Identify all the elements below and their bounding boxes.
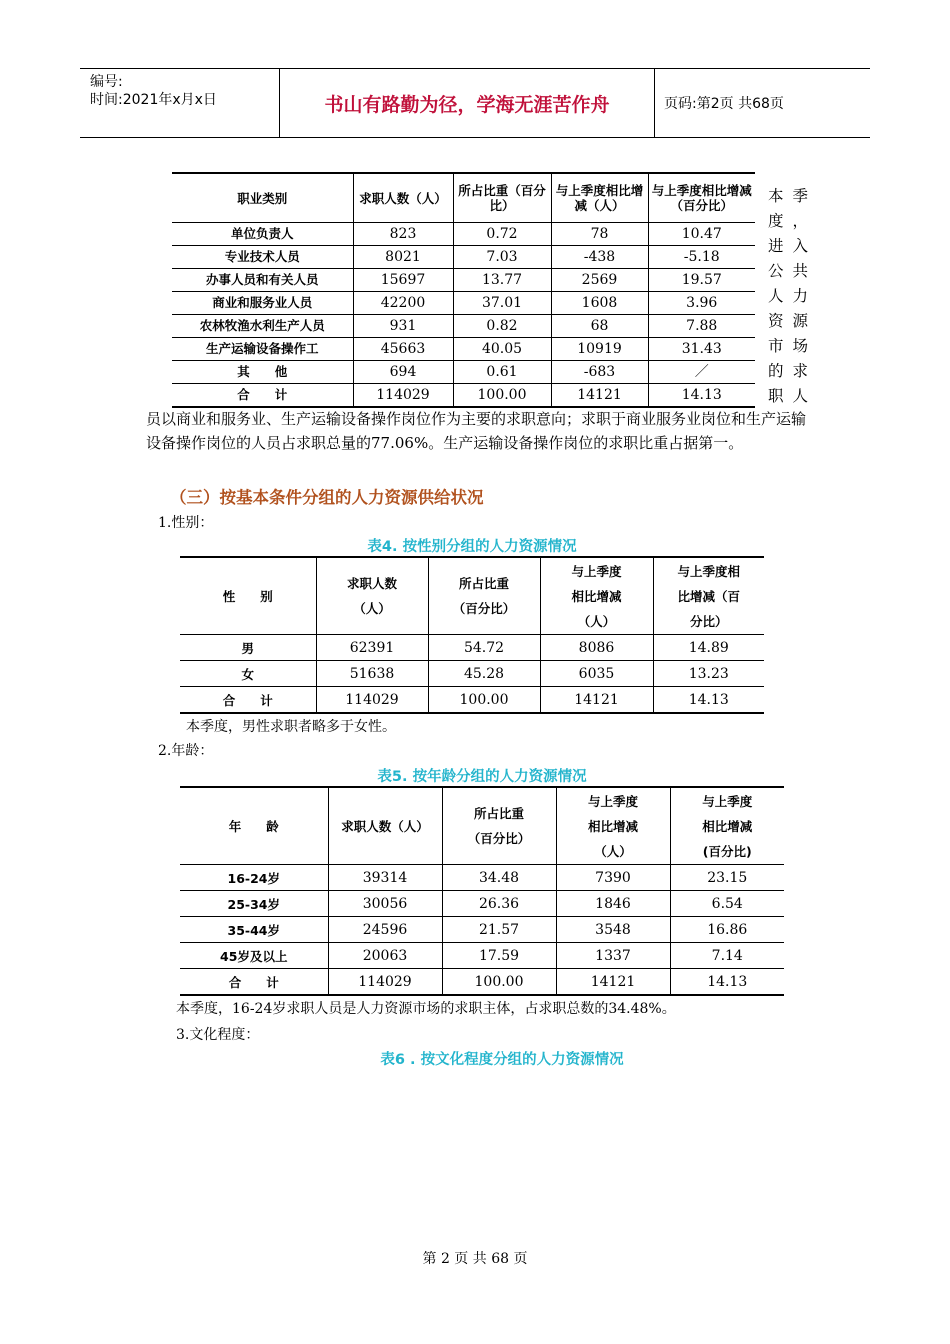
cell: 100.00: [453, 384, 551, 408]
cell: 114029: [353, 384, 453, 408]
header-cell: [653, 557, 764, 635]
cell: 6.54: [670, 891, 784, 917]
cell: ／: [648, 361, 755, 384]
header-cell: 与上季度相比增减（人）: [551, 173, 648, 223]
cell: 23.15: [670, 865, 784, 891]
age-table-caption: 表5. 按年龄分组的人力资源情况: [377, 769, 587, 785]
header-meta: [80, 69, 280, 137]
cell: 45.28: [428, 661, 540, 687]
header-cell: [540, 557, 653, 635]
table-row: [180, 917, 784, 943]
cell: 694: [353, 361, 453, 384]
cell: 13.23: [653, 661, 764, 687]
document-number-label: 编号:: [90, 74, 123, 90]
cell: 1608: [551, 292, 648, 315]
header-cell: 求职人数（人）: [353, 173, 453, 223]
header-cell: [428, 557, 540, 635]
cell: 13.77: [453, 269, 551, 292]
header-cell: [556, 787, 670, 865]
row-label: 合 计: [180, 687, 316, 714]
gender-table-caption: 表4. 按性别分组的人力资源情况: [367, 539, 577, 555]
header-motto: 书山有路勤为径，学海无涯苦作舟: [280, 69, 655, 137]
section-title: （三）按基本条件分组的人力资源供给状况: [170, 488, 484, 507]
cell: 14.13: [648, 384, 755, 408]
cell: 17.59: [442, 943, 556, 969]
cell: 114029: [316, 687, 428, 714]
page-header: [80, 68, 870, 138]
table-header-row: [180, 787, 784, 865]
cell: 10919: [551, 338, 648, 361]
cell: 931: [353, 315, 453, 338]
page-footer: 第 2 页 共 68 页: [422, 1251, 528, 1267]
education-subtitle: 3.文化程度：: [176, 1027, 260, 1043]
row-label: 25-34岁: [180, 891, 328, 917]
table-total-row: [180, 969, 784, 996]
cell: 100.00: [428, 687, 540, 714]
row-label: 16-24岁: [180, 865, 328, 891]
row-label: 45岁及以上: [180, 943, 328, 969]
cell: 26.36: [442, 891, 556, 917]
cell: -438: [551, 246, 648, 269]
cell: 2569: [551, 269, 648, 292]
cell: 34.48: [442, 865, 556, 891]
table-total-row: [180, 687, 764, 714]
table-row: [172, 269, 755, 292]
table-header-row: [172, 173, 755, 223]
cell: 7.03: [453, 246, 551, 269]
cell: 39314: [328, 865, 442, 891]
cell: 7.88: [648, 315, 755, 338]
cell: 40.05: [453, 338, 551, 361]
cell: 7.14: [670, 943, 784, 969]
cell: -5.18: [648, 246, 755, 269]
cell: 8021: [353, 246, 453, 269]
cell: 10.47: [648, 223, 755, 246]
cell: 68: [551, 315, 648, 338]
cell: 1337: [556, 943, 670, 969]
cell: 78: [551, 223, 648, 246]
header-text: 与上季度相比增减（百分比）: [677, 563, 741, 629]
table-header-row: [180, 557, 764, 635]
age-note: 本季度，16-24岁求职人员是人力资源市场的求职主体，占求职总数的34.48%。: [176, 1001, 676, 1017]
row-label: 专业技术人员: [172, 246, 353, 269]
paragraph-occupation: 员以商业和服务业、生产运输设备操作岗位作为主要的求职意向；求职于商业服务业岗位和生产运输设备操作岗位的人员占求职总量的77.06%。生产运输设备操作岗位的求职比重占据第一。: [146, 410, 807, 452]
cell: 19.57: [648, 269, 755, 292]
header-text: 与上季度相比增减（人）: [587, 793, 638, 859]
cell: 0.72: [453, 223, 551, 246]
row-label: 办事人员和有关人员: [172, 269, 353, 292]
row-label: 生产运输设备操作工: [172, 338, 353, 361]
header-cell: 职业类别: [172, 173, 353, 223]
gender-table: [180, 556, 764, 714]
table-total-row: [172, 384, 755, 408]
header-cell: 性 别: [180, 557, 316, 635]
row-label: 农林牧渔水利生产人员: [172, 315, 353, 338]
cell: 30056: [328, 891, 442, 917]
header-text: 所占比重（百分比）: [467, 806, 531, 846]
cell: 6035: [540, 661, 653, 687]
cell: 14.13: [670, 969, 784, 996]
age-table: [180, 786, 784, 996]
cell: 14.89: [653, 635, 764, 661]
cell: 1846: [556, 891, 670, 917]
table-row: [180, 661, 764, 687]
cell: 14121: [556, 969, 670, 996]
cell: 20063: [328, 943, 442, 969]
table-row: [180, 635, 764, 661]
header-cell: [316, 557, 428, 635]
header-text: 所占比重（百分比）: [452, 576, 516, 616]
row-label: 男: [180, 635, 316, 661]
row-label: 单位负责人: [172, 223, 353, 246]
header-cell: 与上季度相比增减 （百分比）: [648, 173, 755, 223]
cell: 0.82: [453, 315, 551, 338]
cell: 31.43: [648, 338, 755, 361]
cell: 3548: [556, 917, 670, 943]
gender-note: 本季度，男性求职者略多于女性。: [186, 719, 396, 735]
row-label: 商业和服务业人员: [172, 292, 353, 315]
header-cell: [442, 787, 556, 865]
education-table-caption: 表6 . 按文化程度分组的人力资源情况: [380, 1052, 624, 1068]
cell: 8086: [540, 635, 653, 661]
header-text: 与上季度相比增减(百分比): [702, 793, 753, 859]
table-row: [172, 315, 755, 338]
cell: -683: [551, 361, 648, 384]
cell: 37.01: [453, 292, 551, 315]
cell: 0.61: [453, 361, 551, 384]
cell: 24596: [328, 917, 442, 943]
table-row: [172, 361, 755, 384]
cell: 7390: [556, 865, 670, 891]
row-label: 其 他: [172, 361, 353, 384]
gender-subtitle: 1.性别：: [158, 515, 214, 531]
header-text: 求职人数（人）: [346, 576, 397, 616]
cell: 100.00: [442, 969, 556, 996]
table-row: [172, 223, 755, 246]
table-row: [172, 338, 755, 361]
table-row: [180, 943, 784, 969]
cell: 14121: [551, 384, 648, 408]
row-label: 合 计: [172, 384, 353, 408]
cell: 15697: [353, 269, 453, 292]
cell: 42200: [353, 292, 453, 315]
header-cell: 求职人数（人）: [328, 787, 442, 865]
cell: 21.57: [442, 917, 556, 943]
cell: 14.13: [653, 687, 764, 714]
occupation-table: [172, 172, 755, 408]
row-label: 女: [180, 661, 316, 687]
table-row: [180, 891, 784, 917]
cell: 45663: [353, 338, 453, 361]
cell: 54.72: [428, 635, 540, 661]
row-label: 35-44岁: [180, 917, 328, 943]
cell: 14121: [540, 687, 653, 714]
cell: 114029: [328, 969, 442, 996]
table-row: [172, 246, 755, 269]
table-row: [172, 292, 755, 315]
header-page-label: 页码:第2页 共68页: [664, 96, 784, 112]
header-cell: 年 龄: [180, 787, 328, 865]
document-time-label: 时间:2021年x月x日: [90, 92, 217, 108]
cell: 51638: [316, 661, 428, 687]
cell: 3.96: [648, 292, 755, 315]
side-text: 本季度，进入公共人力资源市场的求职人: [768, 187, 808, 405]
table-row: [180, 865, 784, 891]
cell: 62391: [316, 635, 428, 661]
header-cell: 所占比重（百分比）: [453, 173, 551, 223]
header-cell: [670, 787, 784, 865]
row-label: 合 计: [180, 969, 328, 996]
cell: 823: [353, 223, 453, 246]
cell: 16.86: [670, 917, 784, 943]
header-text: 与上季度相比增减（人）: [571, 563, 622, 629]
age-subtitle: 2.年龄：: [158, 743, 214, 759]
